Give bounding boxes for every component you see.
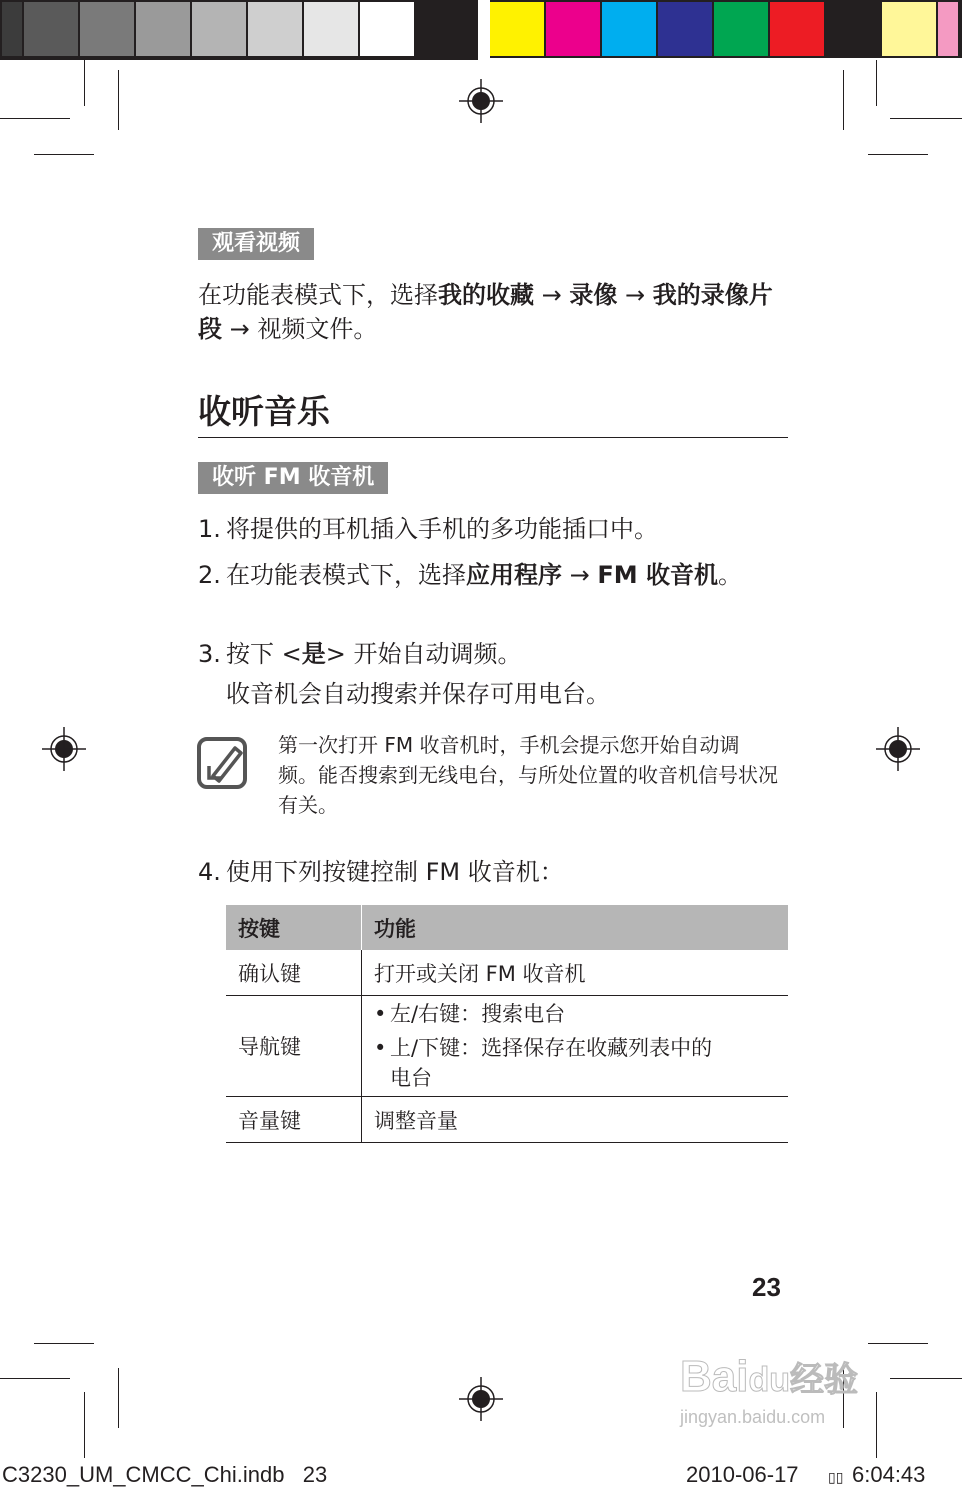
step-1 [198,512,778,546]
crop-mark [34,154,94,155]
gray-swatch [248,2,302,56]
slug-filename: C3230_UM_CMCC_Chi.indb 23 [2,1462,328,1487]
crop-mark [890,1378,962,1379]
color-swatch [714,2,768,56]
menu-path-item: FM 收音机 [597,561,719,589]
gray-swatch [192,2,246,56]
arrow: → [617,281,653,309]
crop-mark [118,70,119,130]
menu-path-item: 应用程序 [466,561,562,589]
arrow: → [222,315,258,343]
slug-date: 2010-06-17 [686,1462,799,1487]
table-cell-key: 确认键 [226,950,362,995]
crop-mark [0,118,70,119]
table-cell-function: 调整音量 [374,1108,458,1133]
step-4 [198,855,778,889]
crop-mark [84,60,85,106]
crop-mark [890,118,962,119]
crop-mark [876,60,877,106]
gray-swatch [2,2,22,56]
table-cell-key: 导航键 [226,996,362,1096]
subsection-heading-fm: 收听 FM 收音机 [198,462,388,494]
baidu-jingyan-watermark [680,1352,858,1428]
color-swatch [826,2,880,56]
gray-swatch [360,2,414,56]
menu-path-item: 我的收藏 [438,281,534,309]
section-title: 收听音乐 [198,392,330,431]
step-number: 2. [198,561,221,589]
arrow: → [534,281,570,309]
table-row [226,950,788,996]
step-text: 将提供的耳机插入手机的多功能插口中。 [226,515,658,543]
gray-swatch [136,2,190,56]
watermark-url: jingyan.baidu.com [680,1407,826,1427]
color-swatch [490,2,544,56]
crop-mark [118,1368,119,1428]
step-number: 3. [198,640,221,668]
bullet-icon: • [374,1036,387,1060]
color-swatch [882,2,936,56]
page-number: 23 [752,1272,781,1302]
note-pencil-icon [197,736,249,790]
slug-time: 6:04:43 [852,1462,926,1487]
step-number: 1. [198,515,221,543]
video-instructions [198,278,788,346]
table-cell-key: 音量键 [226,1097,362,1142]
registration-mark-icon [876,727,920,771]
table-header-cell: 功能 [374,916,416,941]
registration-mark-icon [459,1377,503,1421]
step-text [226,558,758,592]
bullet-item [374,1033,714,1093]
table-row [226,1097,788,1143]
crop-mark [843,70,844,130]
bullet-icon: • [374,1002,387,1026]
bullet-text: 上/下键：选择保存在收藏列表中的电台 [390,1036,713,1090]
gray-calibration-bar [0,0,478,60]
watermark-brand: Bai [680,1352,749,1401]
table-row [226,996,788,1097]
text: 。 [718,561,743,589]
watermark-jingyan: 经验 [790,1361,859,1399]
gray-swatch [80,2,134,56]
text: 按下 < [226,640,302,668]
step-text [226,637,778,671]
note-text: 第一次打开 FM 收音机时，手机会提示您开始自动调频。能否搜索到无线电台，与所处位置的收音机信号状况有关。 [278,733,778,817]
bullet-text: 左/右键：搜索电台 [390,1002,566,1026]
text: 在功能表模式下，选择 [226,561,466,589]
color-swatch [602,2,656,56]
table-header-cell: 按键 [226,905,362,950]
watermark-paw-text: du [748,1361,791,1399]
color-swatch [658,2,712,56]
registration-mark-icon [459,79,503,123]
step-2 [198,558,758,592]
table-cell-function [362,996,788,1096]
crop-mark [34,1343,94,1344]
crop-mark [868,1343,928,1344]
step-text: 使用下列按键控制 FM 收音机： [226,858,564,886]
text: 视频文件。 [257,315,378,343]
crop-mark [868,154,928,155]
color-swatch [938,2,958,56]
registration-mark-icon [42,727,86,771]
color-swatch [770,2,824,56]
slug-box-glyph: ▯▯ [828,1469,844,1485]
bullet-item [374,999,565,1029]
crop-mark [0,1378,70,1379]
text: 在功能表模式下，选择 [198,281,438,309]
table-cell-function: 打开或关闭 FM 收音机 [374,961,586,986]
softkey-label: 是 [301,640,326,668]
key-function-table [226,905,788,1143]
menu-path-item: 录像 [569,281,618,309]
step-number: 4. [198,858,221,886]
section-rule [198,437,788,438]
gray-swatch [304,2,358,56]
color-swatch [546,2,600,56]
step-3 [198,637,778,711]
step-subtext: 收音机会自动搜索并保存可用电台。 [226,680,610,708]
crop-mark [84,1392,85,1458]
arrow: → [562,561,598,589]
menu-path-item: 我的录像片段 [198,281,773,343]
gray-swatch [24,2,78,56]
table-header-row [226,905,788,950]
crop-mark [876,1392,877,1458]
subsection-heading-video: 观看视频 [198,228,314,260]
text: > 开始自动调频。 [325,640,522,668]
color-calibration-bar [490,0,962,58]
